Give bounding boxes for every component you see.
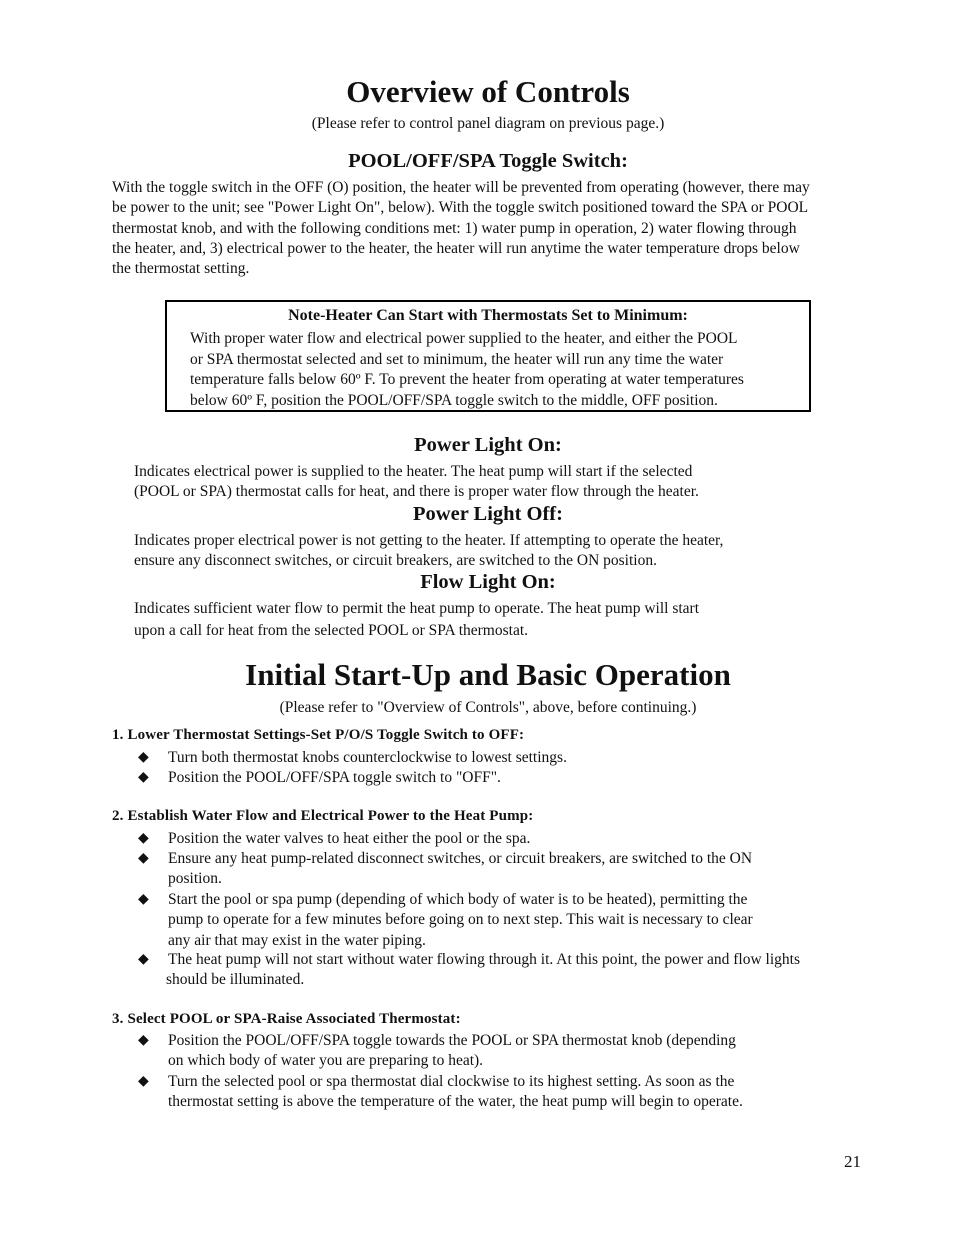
text-line: any air that may exist in the water piping.	[168, 931, 426, 949]
text-line: thermostat setting is above the temperature of the water, the heat pump will begin to operate.	[168, 1093, 743, 1111]
toggle-switch-paragraph	[112, 178, 892, 279]
subtitle-reference: (Please refer to control panel diagram on previous page.)	[311, 115, 665, 132]
text-line: Indicates proper electrical power is not getting to the heater. If attempting to operate the heater,	[134, 532, 724, 549]
text-line: pump to operate for a few minutes before going on to next step. This wait is necessary to clear	[168, 911, 753, 929]
text-line: ensure any disconnect switches, or circuit breakers, are switched to the ON position.	[134, 552, 657, 570]
diamond-bullet-icon: ◆	[138, 1033, 149, 1048]
page-title: Overview of Controls	[346, 74, 630, 109]
text-line: be power to the unit; see "Power Light On", below). With the toggle switch positioned toward the SPA or POOL	[112, 199, 809, 217]
text-line: With the toggle switch in the OFF (O) position, the heater will be prevented from operating (however, there may	[112, 179, 810, 196]
power-light-off-paragraph	[134, 531, 894, 572]
text-line: temperature falls below 60º F. To prevent the heater from operating at water temperatures	[190, 371, 744, 388]
text-line: the thermostat setting.	[112, 260, 250, 278]
text-line: Turn the selected pool or spa thermostat dial clockwise to its highest setting. As soon as the	[168, 1073, 735, 1090]
flow-light-on-heading: Flow Light On:	[420, 571, 556, 593]
diamond-bullet-icon: ◆	[138, 1074, 149, 1089]
list-item-text: Position the POOL/OFF/SPA toggle switch to "OFF".	[168, 769, 501, 786]
section-title-startup: Initial Start-Up and Basic Operation	[245, 657, 731, 692]
text-line: The heat pump will not start without water flowing through it. At this point, the power and flow lights	[168, 951, 800, 968]
text-line: With proper water flow and electrical power supplied to the heater, and either the POOL	[190, 330, 738, 347]
toggle-switch-heading: POOL/OFF/SPA Toggle Switch:	[348, 150, 628, 172]
note-box	[165, 300, 811, 412]
diamond-bullet-icon: ◆	[138, 770, 149, 785]
power-light-on-paragraph	[134, 462, 894, 503]
diamond-bullet-icon: ◆	[138, 892, 149, 907]
text-line: thermostat knob, and with the following conditions met: 1) water pump in operation, 2) water flowing through	[112, 219, 797, 237]
list-item-text	[168, 1031, 736, 1072]
text-line: on which body of water you are preparing to heat).	[168, 1052, 484, 1070]
text-line: the heater, and, 3) electrical power to the heater, the heater will run anytime the water temperature drops below	[112, 239, 800, 257]
text-line: should be illuminated.	[166, 971, 305, 989]
text-line: or SPA thermostat selected and set to minimum, the heater will run any time the water	[190, 350, 724, 368]
list-item-text	[168, 1072, 743, 1113]
diamond-bullet-icon: ◆	[138, 831, 149, 846]
text-line: Indicates electrical power is supplied to the heater. The heat pump will start if the selected	[134, 463, 693, 480]
text-line: Indicates sufficient water flow to permit the heat pump to operate. The heat pump will start	[134, 600, 700, 617]
text-line: position.	[168, 870, 222, 888]
list-item-text: Position the water valves to heat either the pool or the spa.	[168, 830, 531, 847]
text-line: Ensure any heat pump-related disconnect switches, or circuit breakers, are switched to the ON	[168, 850, 753, 867]
note-body	[190, 329, 800, 411]
text-line: Position the POOL/OFF/SPA toggle towards the POOL or SPA thermostat knob (depending	[168, 1032, 736, 1049]
step-2-heading: 2. Establish Water Flow and Electrical Power to the Heat Pump:	[112, 808, 534, 824]
power-light-off-heading: Power Light Off:	[413, 503, 563, 525]
flow-light-on-paragraph	[134, 599, 894, 642]
list-item-text	[168, 890, 753, 951]
text-line: Start the pool or spa pump (depending of which body of water is to be heated), permitting the	[168, 891, 748, 908]
diamond-bullet-icon: ◆	[138, 952, 149, 967]
diamond-bullet-icon: ◆	[138, 851, 149, 866]
step-1-heading: 1. Lower Thermostat Settings-Set P/O/S Toggle Switch to OFF:	[112, 727, 525, 743]
text-line: below 60º F, position the POOL/OFF/SPA toggle switch to the middle, OFF position.	[190, 391, 718, 409]
power-light-on-heading: Power Light On:	[414, 434, 562, 456]
subtitle-reference-startup: (Please refer to "Overview of Controls", above, before continuing.)	[279, 699, 697, 716]
diamond-bullet-icon: ◆	[138, 750, 149, 765]
list-item-text	[168, 849, 752, 890]
text-line: (POOL or SPA) thermostat calls for heat, and there is proper water flow through the heater.	[134, 483, 699, 501]
page-number: 21	[844, 1152, 861, 1171]
note-title: Note-Heater Can Start with Thermostats Set to Minimum:	[288, 307, 688, 324]
text-line: upon a call for heat from the selected POOL or SPA thermostat.	[134, 622, 529, 640]
step-3-heading: 3. Select POOL or SPA-Raise Associated Thermostat:	[112, 1011, 461, 1027]
list-item-text: Turn both thermostat knobs counterclockwise to lowest settings.	[168, 749, 567, 766]
list-item-text	[168, 950, 800, 991]
